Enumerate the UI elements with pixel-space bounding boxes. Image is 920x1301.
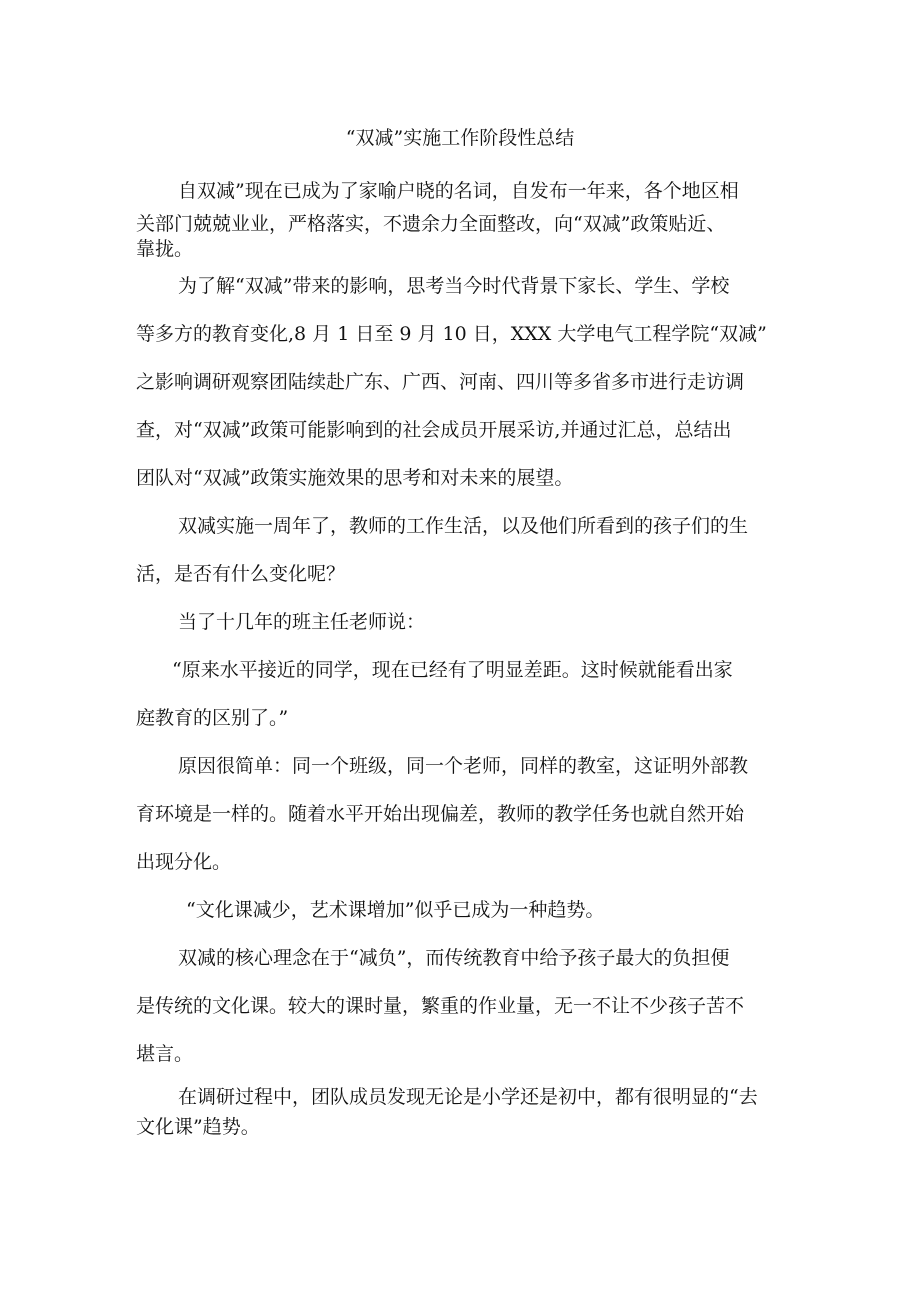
paragraph-line: 靠拢。	[136, 238, 194, 260]
quote-line: “原来水平接近的同学，现在已经有了明显差距。这时候就能看出家	[172, 659, 733, 681]
quote-line: 庭教育的区别了。”	[136, 707, 289, 729]
paragraph-line: 团队对“双减”政策实施效果的思考和对未来的展望。	[136, 467, 574, 489]
paragraph-line: 文化课”趋势。	[136, 1116, 260, 1138]
paragraph-line: 关部门兢兢业业，严格落实，不遗余力全面整改，向“双减”政策贴近、	[136, 213, 726, 235]
paragraph-line: 出现分化。	[136, 851, 232, 873]
paragraph-line: 当了十几年的班主任老师说：	[178, 611, 426, 633]
paragraph-line: 双减实施一周年了，教师的工作生活，以及他们所看到的孩子们的生	[178, 515, 749, 537]
paragraph-line: “文化课减少，艺术课增加”似乎已成为一种趋势。	[186, 899, 605, 921]
paragraph-line: 之影响调研观察团陆续赴广东、广西、河南、四川等多省多市进行走访调	[136, 371, 745, 393]
document-title: “双减”实施工作阶段性总结	[345, 127, 575, 149]
paragraph-line: 自双减”现在已成为了家喻户晓的名词，自发布一年来，各个地区相	[178, 180, 739, 202]
paragraph-line: 活，是否有什么变化呢？	[136, 563, 346, 585]
paragraph-line: 育环境是一样的。随着水平开始出现偏差，教师的教学任务也就自然开始	[136, 803, 745, 825]
paragraph-line: 等多方的教育变化,8 月 1 日至 9 月 10 日，XXX 大学电气工程学院“双减”	[136, 323, 767, 345]
paragraph-line: 堪言。	[136, 1043, 194, 1065]
paragraph-line: 双减的核心理念在于“减负”，而传统教育中给予孩子最大的负担便	[178, 947, 730, 969]
paragraph-line: 为了解“双减”带来的影响，思考当今时代背景下家长、学生、学校	[178, 275, 730, 297]
paragraph-line: 是传统的文化课。较大的课时量，繁重的作业量，无一不让不少孩子苦不	[136, 995, 745, 1017]
paragraph-line: 原因很简单：同一个班级，同一个老师，同样的教室，这证明外部教	[178, 755, 749, 777]
paragraph-line: 查，对“双减”政策可能影响到的社会成员开展采访,并通过汇总，总结出	[136, 419, 732, 441]
paragraph-line: 在调研过程中，团队成员发现无论是小学还是初中，都有很明显的“去	[178, 1086, 758, 1108]
